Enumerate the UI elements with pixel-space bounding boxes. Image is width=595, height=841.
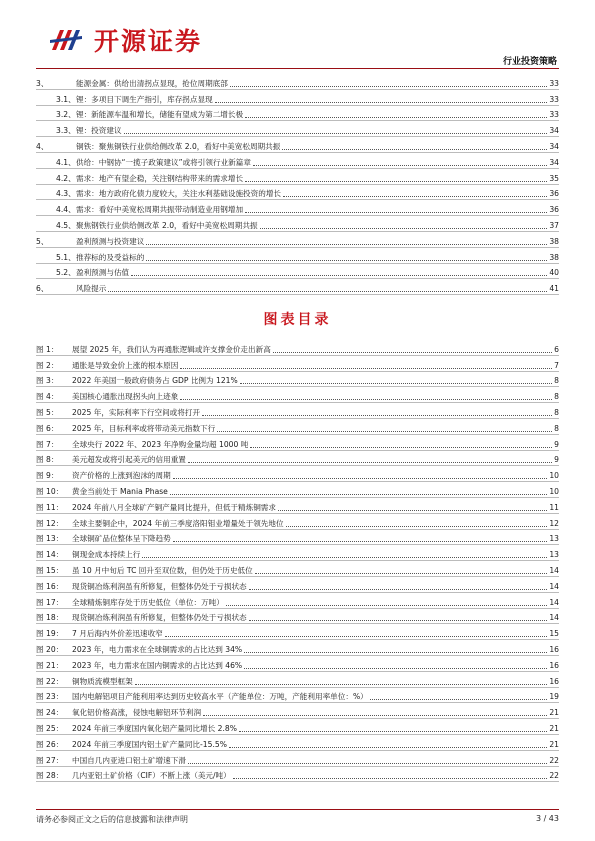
dot-leader [230, 86, 547, 87]
figure-entry[interactable] [36, 751, 559, 767]
entry-title: 虽 10 月中旬后 TC 回升至双位数，但仍处于历史低位 [72, 565, 253, 575]
dot-leader [135, 684, 548, 685]
entry-title: 全球铜矿品位整体呈下降趋势 [72, 534, 171, 544]
entry-page-number: 8 [554, 423, 559, 433]
entry-page-number: 36 [549, 189, 559, 199]
entry-page-number: 21 [549, 723, 559, 733]
entry-title: 锂：投资建议 [76, 126, 122, 136]
entry-number: 图 1： [36, 344, 59, 354]
entry-title: 2023 年，电力需求在国内铜需求的占比达到 46% [72, 660, 243, 670]
dot-leader [286, 526, 548, 527]
toc-entry[interactable] [36, 121, 559, 137]
entry-title: 盈利预测与估值 [76, 268, 130, 278]
entry-title: 全球主要铜企中，2024 年前三季度洛阳钼业增量处于领先地位 [72, 518, 284, 528]
entry-title: 全球央行 2022 年、2023 年净购金量均超 1000 吨 [72, 439, 249, 449]
entry-title: 通胀是导致金价上涨的根本原因 [72, 360, 179, 370]
entry-title: 几内亚铝土矿价格（CIF）不断上涨（美元/吨） [72, 771, 231, 781]
logo-text: 开源证券 [94, 27, 203, 56]
entry-page-number: 40 [549, 268, 559, 278]
entry-title: 现货铜冶炼利润虽有所修复，但整体仍处于亏损状态 [72, 581, 247, 591]
entry-title: 需求：地方政府化债力度较大，关注水利基础设施投资的增长 [76, 189, 282, 199]
dot-leader [131, 275, 547, 276]
toc-entry[interactable] [36, 232, 559, 248]
entry-number: 图 2： [36, 360, 59, 370]
entry-title: 锂：新能源车温和增长，储能有望成为第二增长极 [76, 110, 244, 120]
entry-number: 图 13： [36, 534, 64, 544]
dot-leader [253, 165, 547, 166]
dot-leader [146, 244, 547, 245]
entry-number: 图 14： [36, 550, 64, 560]
entry-page-number: 33 [549, 78, 559, 88]
entry-number: 图 27： [36, 755, 64, 765]
entry-number: 5.1、 [56, 252, 76, 262]
entry-number: 4.1、 [56, 157, 76, 167]
dot-leader [240, 383, 552, 384]
entry-title: 锂：多项目下调生产指引，库存拐点显现 [76, 94, 213, 104]
figure-entry[interactable] [36, 340, 559, 356]
entry-number: 图 7： [36, 439, 59, 449]
dot-leader [180, 368, 552, 369]
entry-number: 图 3： [36, 376, 59, 386]
entry-page-number: 8 [554, 392, 559, 402]
table-of-contents [36, 74, 559, 295]
dot-leader [173, 541, 548, 542]
toc-entry[interactable] [36, 279, 559, 295]
dot-leader [249, 589, 548, 590]
toc-entry[interactable] [36, 137, 559, 153]
entry-number: 3.1、 [56, 94, 76, 104]
entry-title: 铜物质流模型框架 [72, 676, 133, 686]
report-type-label: 行业投资策略 [502, 57, 557, 67]
dot-leader [245, 117, 547, 118]
entry-title: 全球精炼铜库存处于历史低位（单位：万吨） [72, 597, 224, 607]
entry-number: 图 28： [36, 771, 64, 781]
entry-number: 4.3、 [56, 189, 76, 199]
dot-leader [180, 399, 552, 400]
entry-title: 展望 2025 年，我们认为再通胀逻辑或许支撑金价走出新高 [72, 344, 271, 354]
dot-leader [245, 181, 547, 182]
dot-leader [203, 715, 547, 716]
entry-page-number: 14 [549, 597, 559, 607]
entry-title: 国内电解铝项目产能利用率达到历史较高水平（产能单位：万吨，产能利用率单位：%） [72, 692, 368, 702]
entry-number: 3.3、 [56, 126, 76, 136]
entry-number: 图 6： [36, 423, 59, 433]
dot-leader [146, 260, 547, 261]
entry-number: 图 15： [36, 565, 64, 575]
dot-leader [217, 431, 552, 432]
dot-leader [282, 149, 547, 150]
figure-entry[interactable] [36, 561, 559, 577]
entry-title: 2024 年前三季度国内氧化铝产量同比增长 2.8% [72, 723, 237, 733]
entry-page-number: 16 [549, 660, 559, 670]
dot-leader [283, 196, 547, 197]
dot-leader [244, 668, 547, 669]
page-header [36, 14, 559, 66]
figure-entry[interactable] [36, 688, 559, 704]
entry-page-number: 34 [549, 126, 559, 136]
entry-title: 2024 年前三季度国内铝土矿产量同比-15.5% [72, 739, 227, 749]
entry-page-number: 41 [549, 284, 559, 294]
entry-number: 3.2、 [56, 110, 76, 120]
page-number: 3 / 43 [535, 814, 559, 823]
entry-number: 图 11： [36, 502, 64, 512]
entry-page-number: 35 [549, 173, 559, 183]
entry-number: 图 26： [36, 739, 64, 749]
toc-entry[interactable] [36, 90, 559, 106]
entry-number: 3、 [36, 78, 49, 88]
figure-entry[interactable] [36, 593, 559, 609]
entry-title: 铜现金成本持续上行 [72, 550, 141, 560]
entry-title: 供给：中钢协“一揽子政策建议”或将引领行业新篇章 [76, 157, 251, 167]
entry-title: 推荐标的及受益标的 [76, 252, 145, 262]
toc-entry[interactable] [36, 153, 559, 169]
entry-page-number: 33 [549, 94, 559, 104]
figure-entry[interactable] [36, 356, 559, 372]
figure-entry[interactable] [36, 372, 559, 388]
entry-number: 6、 [36, 284, 49, 294]
dot-leader [244, 652, 547, 653]
entry-page-number: 11 [549, 502, 559, 512]
entry-title: 氧化铝价格高涨，侵蚀电解铝环节利润 [72, 708, 202, 718]
entry-page-number: 19 [549, 692, 559, 702]
entry-number: 图 19： [36, 629, 64, 639]
entry-page-number: 34 [549, 157, 559, 167]
entry-title: 现货铜冶炼利润虽有所修复，但整体仍处于亏损状态 [72, 613, 247, 623]
entry-title: 7 月后海内外价差迅速收窄 [72, 629, 163, 639]
entry-page-number: 34 [549, 141, 559, 151]
dot-leader [226, 605, 547, 606]
entry-page-number: 9 [554, 439, 559, 449]
toc-entry[interactable] [36, 264, 559, 280]
dot-leader [188, 763, 547, 764]
footer-divider [36, 809, 559, 810]
entry-page-number: 21 [549, 708, 559, 718]
toc-entry[interactable] [36, 74, 559, 90]
entry-page-number: 38 [549, 236, 559, 246]
dot-leader [188, 462, 552, 463]
dot-leader [370, 699, 548, 700]
entry-page-number: 14 [549, 581, 559, 591]
entry-page-number: 21 [549, 739, 559, 749]
dot-leader [260, 228, 548, 229]
entry-title: 2025 年，目标利率或将带动美元指数下行 [72, 423, 216, 433]
dot-leader [233, 778, 548, 779]
entry-number: 5、 [36, 236, 49, 246]
figure-entry[interactable] [36, 451, 559, 467]
entry-page-number: 7 [554, 360, 559, 370]
header-divider [36, 68, 559, 69]
entry-number: 4、 [36, 141, 49, 151]
dot-leader [173, 478, 548, 479]
dot-leader [239, 731, 547, 732]
entry-number: 图 9： [36, 471, 59, 481]
figure-entry[interactable] [36, 767, 559, 783]
figure-entry[interactable] [36, 466, 559, 482]
figure-entry[interactable] [36, 435, 559, 451]
entry-number: 5.2、 [56, 268, 76, 278]
logo-mark-icon [46, 20, 86, 60]
entry-page-number: 14 [549, 565, 559, 575]
entry-number: 图 24： [36, 708, 64, 718]
entry-page-number: 10 [549, 471, 559, 481]
figure-entry[interactable] [36, 577, 559, 593]
entry-page-number: 37 [549, 220, 559, 230]
entry-page-number: 15 [549, 629, 559, 639]
figure-entry[interactable] [36, 735, 559, 751]
entry-page-number: 12 [549, 518, 559, 528]
figure-entry[interactable] [36, 419, 559, 435]
entry-title: 风险提示 [76, 284, 107, 294]
entry-title: 2024 年前八月全球矿产铜产量同比提升，但低于精炼铜需求 [72, 502, 276, 512]
entry-title: 美国核心通胀出现拐头向上迹象 [72, 392, 179, 402]
figure-entry[interactable] [36, 498, 559, 514]
entry-page-number: 16 [549, 644, 559, 654]
entry-page-number: 22 [549, 771, 559, 781]
entry-number: 图 12： [36, 518, 64, 528]
dot-leader [249, 620, 548, 621]
entry-title: 能源金属：供给出清拐点显现，抢位周期底部 [76, 78, 228, 88]
dot-leader [255, 573, 548, 574]
entry-page-number: 33 [549, 110, 559, 120]
entry-number: 图 20： [36, 644, 64, 654]
entry-number: 4.2、 [56, 173, 76, 183]
entry-title: 资产价格的上涨到泡沫的周期 [72, 471, 171, 481]
entry-page-number: 38 [549, 252, 559, 262]
entry-number: 图 23： [36, 692, 64, 702]
company-logo [46, 20, 202, 60]
figure-entry[interactable] [36, 403, 559, 419]
figure-entry[interactable] [36, 640, 559, 656]
dot-leader [170, 494, 547, 495]
entry-page-number: 13 [549, 550, 559, 560]
figure-entry[interactable] [36, 719, 559, 735]
toc-entry[interactable] [36, 248, 559, 264]
figure-entry[interactable] [36, 624, 559, 640]
entry-number: 图 5： [36, 407, 59, 417]
entry-page-number: 22 [549, 755, 559, 765]
figures-heading: 图表目录 [263, 312, 332, 328]
dot-leader [142, 557, 547, 558]
dot-leader [108, 291, 547, 292]
entry-number: 图 22： [36, 676, 64, 686]
figure-entry[interactable] [36, 609, 559, 625]
figure-entry[interactable] [36, 514, 559, 530]
entry-number: 4.5、 [56, 220, 76, 230]
entry-title: 中国自几内亚进口铝土矿增速下滑 [72, 755, 186, 765]
toc-entry[interactable] [36, 216, 559, 232]
entry-title: 铜铁：聚焦铜铁行业供给侧改革 2.0，看好中美宽松周期共振 [76, 141, 281, 151]
entry-number: 图 16： [36, 581, 64, 591]
entry-title: 2023 年，电力需求在全球铜需求的占比达到 34% [72, 644, 243, 654]
entry-page-number: 13 [549, 534, 559, 544]
dot-leader [215, 102, 548, 103]
entry-page-number: 16 [549, 676, 559, 686]
dot-leader [202, 415, 552, 416]
figure-entry[interactable] [36, 387, 559, 403]
entry-number: 图 25： [36, 723, 64, 733]
toc-entry[interactable] [36, 106, 559, 122]
figure-entry[interactable] [36, 530, 559, 546]
figure-list [36, 340, 559, 782]
entry-page-number: 10 [549, 486, 559, 496]
entry-number: 图 10： [36, 486, 64, 496]
entry-title: 美元超发或将引起美元的信用重置 [72, 455, 186, 465]
entry-page-number: 14 [549, 613, 559, 623]
entry-page-number: 8 [554, 376, 559, 386]
entry-title: 聚焦钢铁行业供给侧改革 2.0，看好中美宽松周期共振 [76, 220, 258, 230]
figure-entry[interactable] [36, 703, 559, 719]
entry-number: 图 4： [36, 392, 59, 402]
entry-number: 图 17： [36, 597, 64, 607]
figure-entry[interactable] [36, 545, 559, 561]
figure-entry[interactable] [36, 482, 559, 498]
entry-number: 4.4、 [56, 205, 76, 215]
dot-leader [165, 636, 548, 637]
toc-entry[interactable] [36, 185, 559, 201]
entry-title: 2025 年，实际利率下行空间或将打开 [72, 407, 201, 417]
dot-leader [273, 352, 552, 353]
entry-title: 盈利预测与投资建议 [76, 236, 145, 246]
entry-page-number: 9 [554, 455, 559, 465]
entry-title: 2022 年美国一般政府债务占 GDP 比例为 121% [72, 376, 238, 386]
dot-leader [250, 447, 552, 448]
entry-title: 需求：看好中美宽松周期共振带动制造业用钢增加 [76, 205, 244, 215]
dot-leader [229, 747, 547, 748]
toc-entry[interactable] [36, 169, 559, 185]
footer-disclaimer: 请务必参阅正文之后的信息披露和法律声明 [36, 815, 188, 824]
dot-leader [124, 133, 548, 134]
figure-entry[interactable] [36, 656, 559, 672]
entry-number: 图 8： [36, 455, 59, 465]
entry-page-number: 8 [554, 407, 559, 417]
entry-title: 需求：地产有望企稳，关注钢结构带来的需求增长 [76, 173, 244, 183]
entry-page-number: 6 [554, 344, 559, 354]
entry-number: 图 21： [36, 660, 64, 670]
entry-title: 黄金当前处于 Mania Phase [72, 486, 168, 496]
figure-entry[interactable] [36, 672, 559, 688]
entry-page-number: 36 [549, 205, 559, 215]
dot-leader [278, 510, 547, 511]
dot-leader [245, 212, 547, 213]
entry-number: 图 18： [36, 613, 64, 623]
toc-entry[interactable] [36, 200, 559, 216]
